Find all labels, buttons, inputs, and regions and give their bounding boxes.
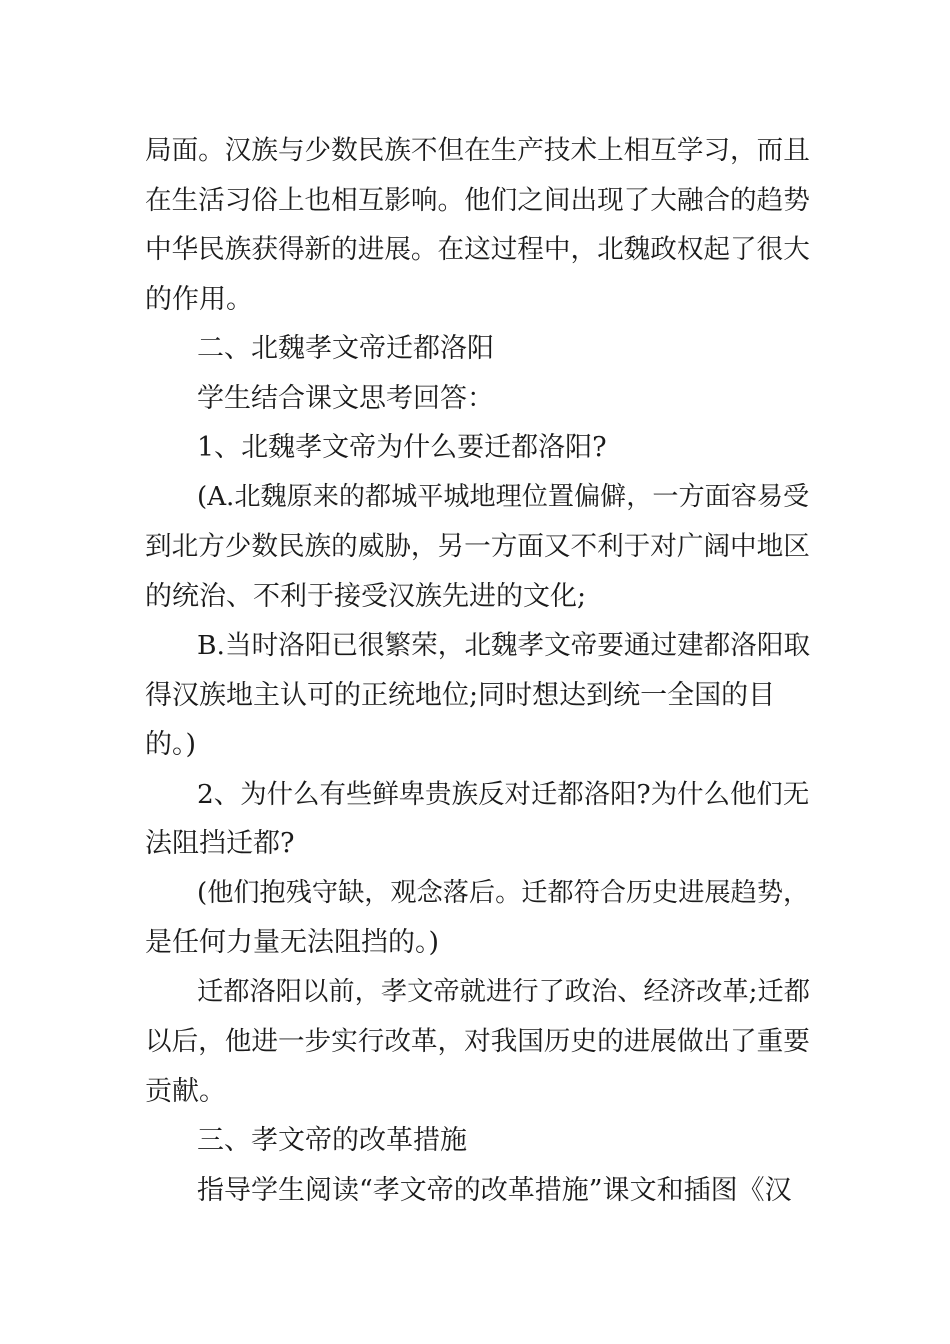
text-line: 的作用。 bbox=[145, 283, 253, 315]
text-line: 局面。汉族与少数民族不但在生产技术上相互学习，而且 bbox=[145, 135, 810, 166]
question-line: 1、北魏孝文帝为什么要迁都洛阳? bbox=[197, 432, 607, 463]
text-line: (他们抱残守缺，观念落后。迁都符合历史进展趋势， bbox=[197, 877, 810, 908]
text-line: 学生结合课文思考回答： bbox=[197, 382, 494, 414]
text-line: B.当时洛阳已很繁荣，北魏孝文帝要通过建都洛阳取 bbox=[197, 630, 811, 661]
text-line: 贡献。 bbox=[145, 1075, 226, 1107]
question-line: 2、为什么有些鲜卑贵族反对迁都洛阳?为什么他们无 bbox=[197, 778, 810, 810]
text-line: 在生活习俗上也相互影响。他们之间出现了大融合的趋势 bbox=[145, 184, 810, 216]
text-line: 得汉族地主认可的正统地位;同时想达到统一全国的目 bbox=[145, 679, 776, 711]
text-line: 以后，他进一步实行改革，对我国历史的进展做出了重要 bbox=[145, 1026, 810, 1057]
text-line: 指导学生阅读“孝文帝的改革措施”课文和插图《汉 bbox=[197, 1174, 792, 1206]
text-line: 迁都洛阳以前，孝文帝就进行了政治、经济改革;迁都 bbox=[197, 976, 810, 1007]
text-line: (A.北魏原来的都城平城地理位置偏僻，一方面容易受 bbox=[197, 481, 810, 512]
document-body bbox=[145, 126, 810, 1215]
section-heading: 三、孝文帝的改革措施 bbox=[197, 1125, 467, 1156]
text-line: 的。) bbox=[145, 729, 197, 760]
text-line: 的统治、不利于接受汉族先进的文化; bbox=[145, 580, 587, 612]
text-line: 中华民族获得新的进展。在这过程中，北魏政权起了很大 bbox=[145, 234, 810, 265]
text-line: 到北方少数民族的威胁，另一方面又不利于对广阔中地区 bbox=[145, 531, 810, 562]
text-line: 法阻挡迁都? bbox=[145, 828, 295, 859]
text-line: 是任何力量无法阻挡的。) bbox=[145, 927, 440, 958]
section-heading: 二、北魏孝文帝迁都洛阳 bbox=[197, 333, 494, 364]
